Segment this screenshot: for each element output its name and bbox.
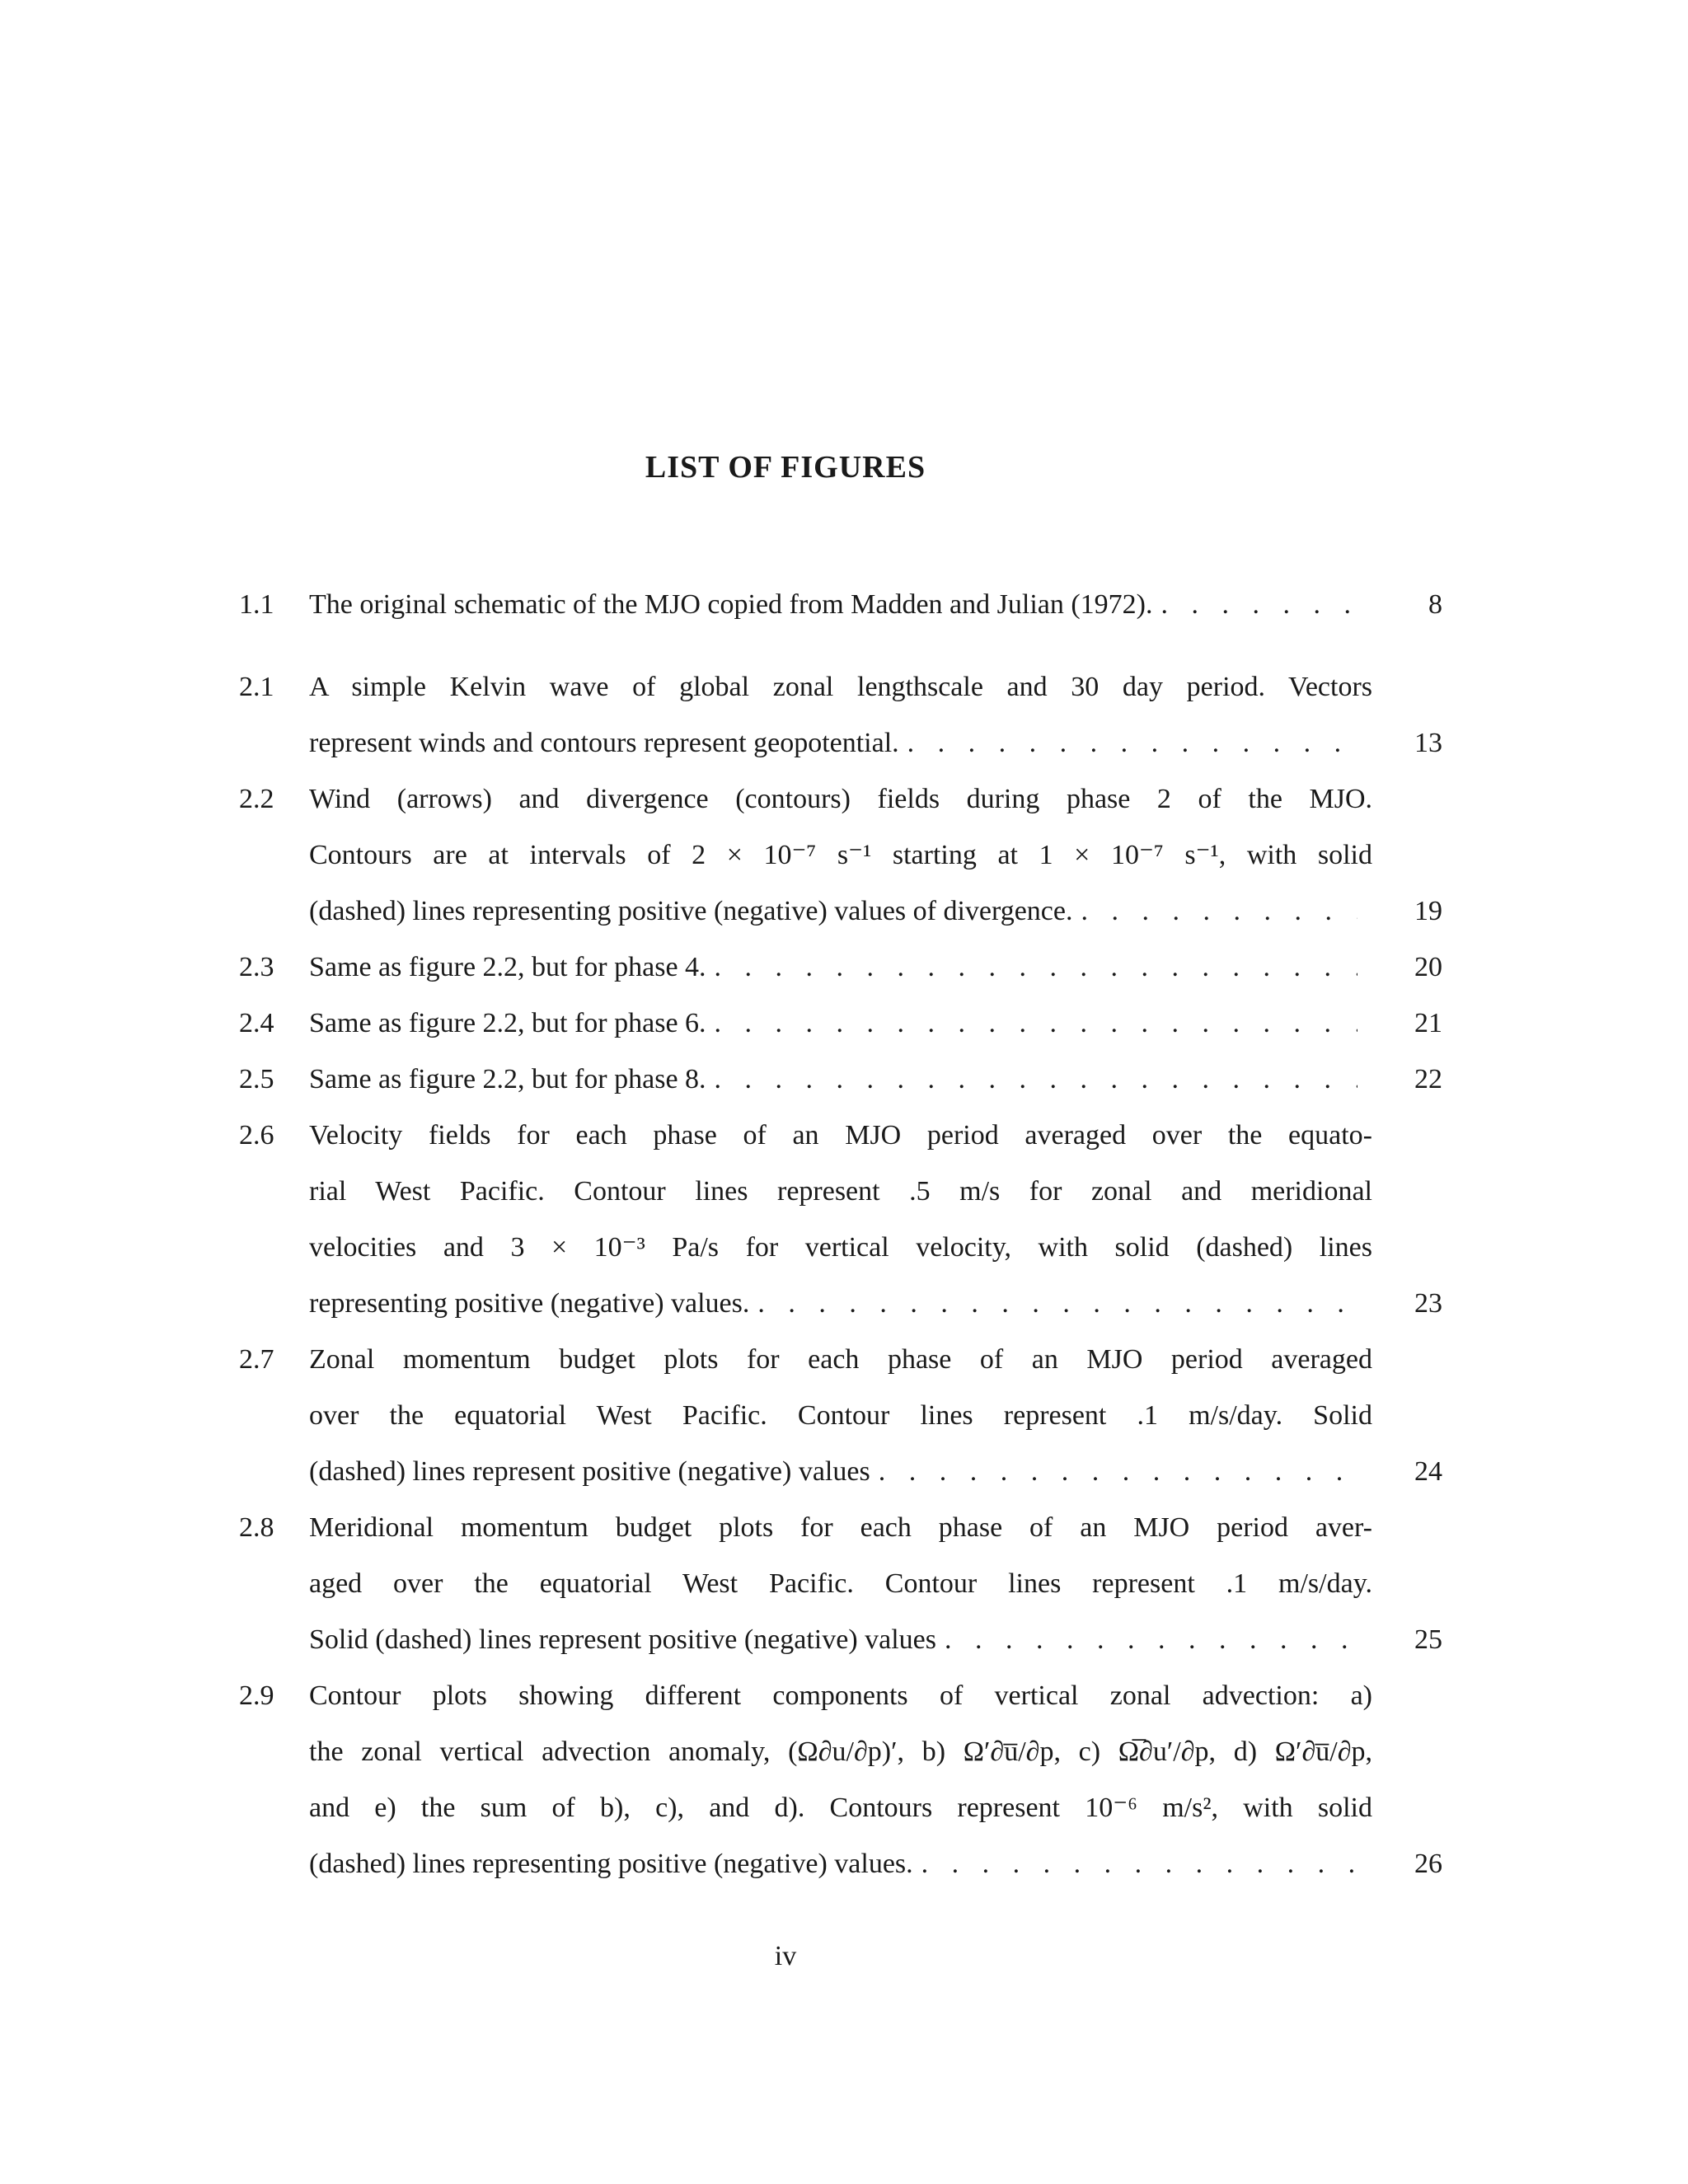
page-reference[interactable]: 26 — [1414, 1849, 1442, 1879]
caption-line: the zonal vertical advection anomaly, (Ω∂u/∂p)′, b) Ω′∂u̅/∂p, c) Ω̅∂u′/∂p, d) Ω′∂u̅/∂p, — [309, 1736, 1372, 1767]
page-reference[interactable]: 20 — [1414, 952, 1442, 982]
page-reference[interactable]: 21 — [1414, 1008, 1442, 1038]
caption-line: (dashed) lines representing positive (negative) values of divergence. — [309, 896, 1073, 926]
page-reference[interactable]: 19 — [1414, 896, 1442, 926]
figure-caption — [309, 771, 1442, 940]
caption-line: Meridional momentum budget plots for each phase of an MJO period aver- — [309, 1512, 1372, 1543]
page-reference[interactable]: 8 — [1428, 589, 1442, 620]
figure-caption — [309, 577, 1442, 633]
figure-number: 2.6 — [239, 1120, 274, 1151]
caption-last-line — [309, 940, 1442, 996]
figure-entry — [239, 577, 1442, 633]
figure-number: 1.1 — [239, 589, 274, 620]
figure-number: 2.5 — [239, 1064, 274, 1094]
figure-number: 2.1 — [239, 672, 274, 702]
figure-entry — [239, 1332, 1442, 1500]
figure-number: 2.9 — [239, 1680, 274, 1711]
caption-line: The original schematic of the MJO copied from Madden and Julian (1972). — [309, 589, 1153, 620]
caption-line: Same as figure 2.2, but for phase 6. — [309, 1008, 706, 1038]
caption-line: (dashed) lines representing positive (negative) values. — [309, 1849, 913, 1879]
caption-line: Same as figure 2.2, but for phase 4. — [309, 952, 706, 982]
figure-caption — [309, 1108, 1442, 1332]
caption-line: (dashed) lines represent positive (negative) values — [309, 1456, 870, 1487]
page-reference[interactable]: 23 — [1414, 1288, 1442, 1319]
dot-leader — [907, 715, 1357, 771]
figure-caption — [309, 1052, 1442, 1108]
figure-number: 2.4 — [239, 1008, 274, 1038]
caption-last-line — [309, 1612, 1442, 1668]
figure-number: 2.2 — [239, 784, 274, 814]
figure-entry — [239, 1108, 1442, 1332]
figure-caption — [309, 1332, 1442, 1500]
caption-line: representing positive (negative) values. — [309, 1288, 750, 1319]
page-reference[interactable]: 24 — [1414, 1456, 1442, 1487]
caption-last-line — [309, 996, 1442, 1052]
figure-entry — [239, 1052, 1442, 1108]
caption-line: over the equatorial West Pacific. Contour lines represent .1 m/s/day. Solid — [309, 1400, 1372, 1431]
caption-line: aged over the equatorial West Pacific. Contour lines represent .1 m/s/day. — [309, 1568, 1372, 1599]
caption-last-line — [309, 1444, 1442, 1500]
caption-last-line — [309, 883, 1442, 940]
figure-entry — [239, 659, 1442, 771]
dot-leader — [715, 996, 1357, 1052]
figure-entry — [239, 771, 1442, 940]
dot-leader — [945, 1612, 1357, 1668]
figure-entry — [239, 996, 1442, 1052]
caption-line: velocities and 3 × 10⁻³ Pa/s for vertical velocity, with solid (dashed) lines — [309, 1232, 1372, 1263]
figure-entry — [239, 940, 1442, 996]
figure-number: 2.8 — [239, 1512, 274, 1543]
caption-line: A simple Kelvin wave of global zonal lengthscale and 30 day period. Vectors — [309, 672, 1372, 702]
figure-entry — [239, 1500, 1442, 1668]
caption-last-line — [309, 1052, 1442, 1108]
figure-number: 2.3 — [239, 952, 274, 982]
page-number: iv — [774, 1941, 797, 1971]
page-reference[interactable]: 22 — [1414, 1064, 1442, 1094]
figure-caption — [309, 1500, 1442, 1668]
caption-line: Same as figure 2.2, but for phase 8. — [309, 1064, 706, 1094]
caption-last-line — [309, 1836, 1442, 1892]
caption-line: Velocity fields for each phase of an MJO period averaged over the equato- — [309, 1120, 1372, 1151]
dot-leader — [715, 1052, 1357, 1108]
page-reference[interactable]: 25 — [1414, 1624, 1442, 1655]
caption-line: rial West Pacific. Contour lines represent .5 m/s for zonal and meridional — [309, 1176, 1372, 1207]
caption-line: Solid (dashed) lines represent positive (negative) values — [309, 1624, 936, 1655]
figure-caption — [309, 659, 1442, 771]
page-title: LIST OF FIGURES — [645, 450, 926, 485]
figure-caption — [309, 996, 1442, 1052]
dot-leader — [921, 1836, 1357, 1892]
figure-caption — [309, 940, 1442, 996]
dot-leader — [879, 1444, 1357, 1500]
caption-line: Contour plots showing different components of vertical zonal advection: a) — [309, 1680, 1372, 1711]
caption-line: Zonal momentum budget plots for each phase of an MJO period averaged — [309, 1344, 1372, 1375]
figure-caption — [309, 1668, 1442, 1892]
dot-leader — [1161, 577, 1357, 633]
caption-last-line — [309, 1276, 1442, 1332]
dot-leader — [1081, 883, 1357, 940]
dot-leader — [715, 940, 1357, 996]
dot-leader — [757, 1276, 1357, 1332]
caption-line: Contours are at intervals of 2 × 10⁻⁷ s⁻¹ starting at 1 × 10⁻⁷ s⁻¹, with solid — [309, 840, 1372, 870]
figure-number: 2.7 — [239, 1344, 274, 1375]
caption-line: Wind (arrows) and divergence (contours) fields during phase 2 of the MJO. — [309, 784, 1372, 814]
page-reference[interactable]: 13 — [1414, 728, 1442, 758]
caption-line: and e) the sum of b), c), and d). Contours represent 10⁻⁶ m/s², with solid — [309, 1793, 1372, 1823]
figure-entry — [239, 1668, 1442, 1892]
caption-last-line — [309, 577, 1442, 633]
figure-list — [239, 577, 1442, 1892]
caption-last-line — [309, 715, 1442, 771]
caption-line: represent winds and contours represent geopotential. — [309, 728, 899, 758]
